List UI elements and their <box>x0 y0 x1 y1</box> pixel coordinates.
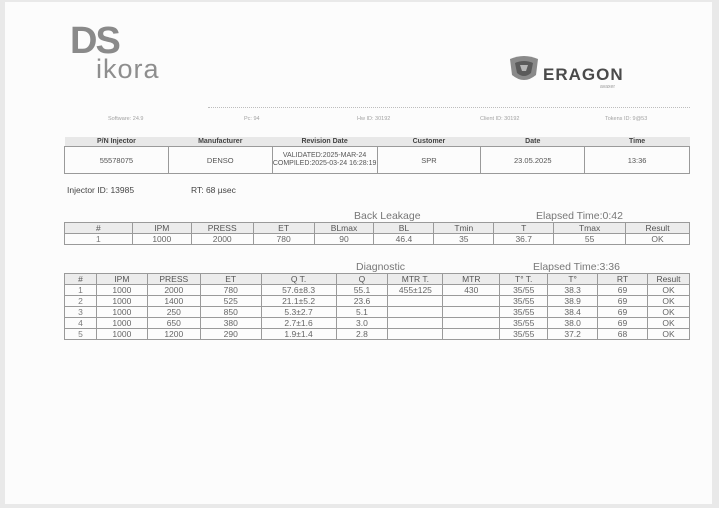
dg-cell <box>443 318 500 329</box>
dg-cell: 380 <box>200 318 261 329</box>
bl-cell: OK <box>626 234 690 245</box>
col-revision-date: Revision Date <box>272 137 377 147</box>
injector-id: Injector ID: 13985 <box>67 185 135 195</box>
dg-cell: 69 <box>598 307 648 318</box>
dg-col-et: ET <box>200 274 261 285</box>
pn-injector-value: 55578075 <box>65 147 169 174</box>
bl-cell: 36.7 <box>494 234 554 245</box>
dg-cell <box>443 329 500 340</box>
dg-cell <box>388 329 443 340</box>
bl-col-tmin: Tmin <box>434 223 494 234</box>
dg-cell: 69 <box>598 318 648 329</box>
dg-cell: 35/55 <box>500 296 548 307</box>
bl-col-index: # <box>65 223 133 234</box>
bl-cell: 2000 <box>191 234 253 245</box>
bl-col-result: Result <box>626 223 690 234</box>
bl-cell: 35 <box>434 234 494 245</box>
pc-id: Pc: 94 <box>244 116 260 122</box>
dg-cell: 35/55 <box>500 307 548 318</box>
eragon-logo-sub: avaxer <box>600 84 616 90</box>
injector-rt: RT: 68 µsec <box>191 185 236 195</box>
dg-cell: 4 <box>65 318 97 329</box>
dg-cell <box>388 318 443 329</box>
eragon-emblem-icon <box>506 55 542 85</box>
table-row <box>65 307 690 318</box>
bl-col-blmax: BLmax <box>314 223 374 234</box>
dg-cell: OK <box>647 307 689 318</box>
diagnostic-head <box>65 274 690 285</box>
dg-col-q: Q <box>336 274 388 285</box>
dg-cell <box>388 296 443 307</box>
time-value: 13:36 <box>585 147 690 174</box>
dg-cell: 5 <box>65 329 97 340</box>
dg-cell: 1000 <box>96 318 147 329</box>
col-customer: Customer <box>377 137 481 147</box>
dg-col-ipm: IPM <box>96 274 147 285</box>
dg-cell: 430 <box>443 285 500 296</box>
dg-cell: 2.8 <box>336 329 388 340</box>
dg-cell: 2 <box>65 296 97 307</box>
back-leakage-title: Back Leakage <box>354 210 421 222</box>
dg-cell: OK <box>647 296 689 307</box>
dg-cell: 2000 <box>147 285 200 296</box>
dg-cell: 21.1±5.2 <box>261 296 336 307</box>
dg-col-temp: T° <box>548 274 598 285</box>
dg-col-mtrt: MTR T. <box>388 274 443 285</box>
col-pn-injector: P/N Injector <box>65 137 169 147</box>
dg-cell: 5.3±2.7 <box>261 307 336 318</box>
dg-col-temp-t: T° T. <box>500 274 548 285</box>
diagnostic-table <box>64 273 690 340</box>
back-leakage-head <box>65 223 690 234</box>
dg-col-qt: Q T. <box>261 274 336 285</box>
dg-col-rt: RT <box>598 274 648 285</box>
dg-cell: 1400 <box>147 296 200 307</box>
dg-cell: 290 <box>200 329 261 340</box>
client-id: Client ID: 30192 <box>480 116 520 122</box>
eragon-logo-word: ERAGON <box>543 65 624 84</box>
table-row <box>65 234 690 245</box>
dg-cell: 35/55 <box>500 329 548 340</box>
bl-col-ipm: IPM <box>132 223 191 234</box>
col-date: Date <box>481 137 585 147</box>
dg-cell: 1000 <box>96 307 147 318</box>
dg-cell: 455±125 <box>388 285 443 296</box>
dg-cell: 38.9 <box>548 296 598 307</box>
table-row <box>65 285 690 296</box>
bl-cell: 55 <box>554 234 626 245</box>
dg-cell: 1000 <box>96 296 147 307</box>
back-leakage-elapsed: Elapsed Time:0:42 <box>536 210 623 222</box>
dg-cell: 38.4 <box>548 307 598 318</box>
dg-cell: 55.1 <box>336 285 388 296</box>
bl-col-tmax: Tmax <box>554 223 626 234</box>
dg-cell: 780 <box>200 285 261 296</box>
header-divider <box>208 107 690 108</box>
customer-value: SPR <box>377 147 481 174</box>
dg-cell: 1000 <box>96 329 147 340</box>
dg-cell <box>388 307 443 318</box>
dg-cell <box>443 307 500 318</box>
manufacturer-value: DENSO <box>168 147 272 174</box>
date-value: 23.05.2025 <box>481 147 585 174</box>
bl-cell: 90 <box>314 234 374 245</box>
sikora-logo-word: ikora <box>96 54 160 84</box>
dg-cell: OK <box>647 329 689 340</box>
diagnostic-title: Diagnostic <box>356 261 406 273</box>
revision-date-value: VALIDATED:2025-MAR-24 COMPILED:2025-03-24 16:28:19 <box>272 147 377 174</box>
col-manufacturer: Manufacturer <box>168 137 272 147</box>
dg-cell: 69 <box>598 285 648 296</box>
dg-cell: 1.9±1.4 <box>261 329 336 340</box>
bl-cell: 46.4 <box>374 234 434 245</box>
dg-col-result: Result <box>647 274 689 285</box>
bl-col-bl: BL <box>374 223 434 234</box>
bl-col-et: ET <box>253 223 314 234</box>
tokens-id: Tokens ID: 9@53 <box>605 116 648 122</box>
dg-cell: 850 <box>200 307 261 318</box>
dg-cell: 35/55 <box>500 285 548 296</box>
dg-cell: 68 <box>598 329 648 340</box>
dg-cell: OK <box>647 318 689 329</box>
dg-cell: 23.6 <box>336 296 388 307</box>
dg-cell: 1 <box>65 285 97 296</box>
dg-cell: 250 <box>147 307 200 318</box>
dg-cell: OK <box>647 285 689 296</box>
hw-id: Hw ID: 30192 <box>357 116 391 122</box>
bl-col-press: PRESS <box>191 223 253 234</box>
header-table-row <box>65 147 690 174</box>
dg-cell <box>443 296 500 307</box>
dg-cell: 35/55 <box>500 318 548 329</box>
header-table-head <box>65 137 690 147</box>
dg-cell: 38.3 <box>548 285 598 296</box>
dg-cell: 650 <box>147 318 200 329</box>
back-leakage-table <box>64 222 690 245</box>
bl-cell: 1 <box>65 234 133 245</box>
software-version: Software: 24.9 <box>108 116 144 122</box>
dg-cell: 69 <box>598 296 648 307</box>
dg-col-press: PRESS <box>147 274 200 285</box>
dg-cell: 1000 <box>96 285 147 296</box>
diagnostic-elapsed: Elapsed Time:3:36 <box>533 261 620 273</box>
table-row <box>65 318 690 329</box>
dg-cell: 57.6±8.3 <box>261 285 336 296</box>
bl-cell: 780 <box>253 234 314 245</box>
dg-cell: 3.0 <box>336 318 388 329</box>
injector-header-table <box>64 137 690 174</box>
table-row <box>65 296 690 307</box>
bl-col-t: T <box>494 223 554 234</box>
table-row <box>65 329 690 340</box>
dg-col-index: # <box>65 274 97 285</box>
dg-cell: 525 <box>200 296 261 307</box>
bl-cell: 1000 <box>132 234 191 245</box>
dg-cell: 2.7±1.6 <box>261 318 336 329</box>
sikora-logo-mark: DS <box>70 20 119 62</box>
col-time: Time <box>585 137 690 147</box>
dg-col-mtr: MTR <box>443 274 500 285</box>
dg-cell: 5.1 <box>336 307 388 318</box>
dg-cell: 38.0 <box>548 318 598 329</box>
dg-cell: 3 <box>65 307 97 318</box>
dg-cell: 1200 <box>147 329 200 340</box>
dg-cell: 37.2 <box>548 329 598 340</box>
